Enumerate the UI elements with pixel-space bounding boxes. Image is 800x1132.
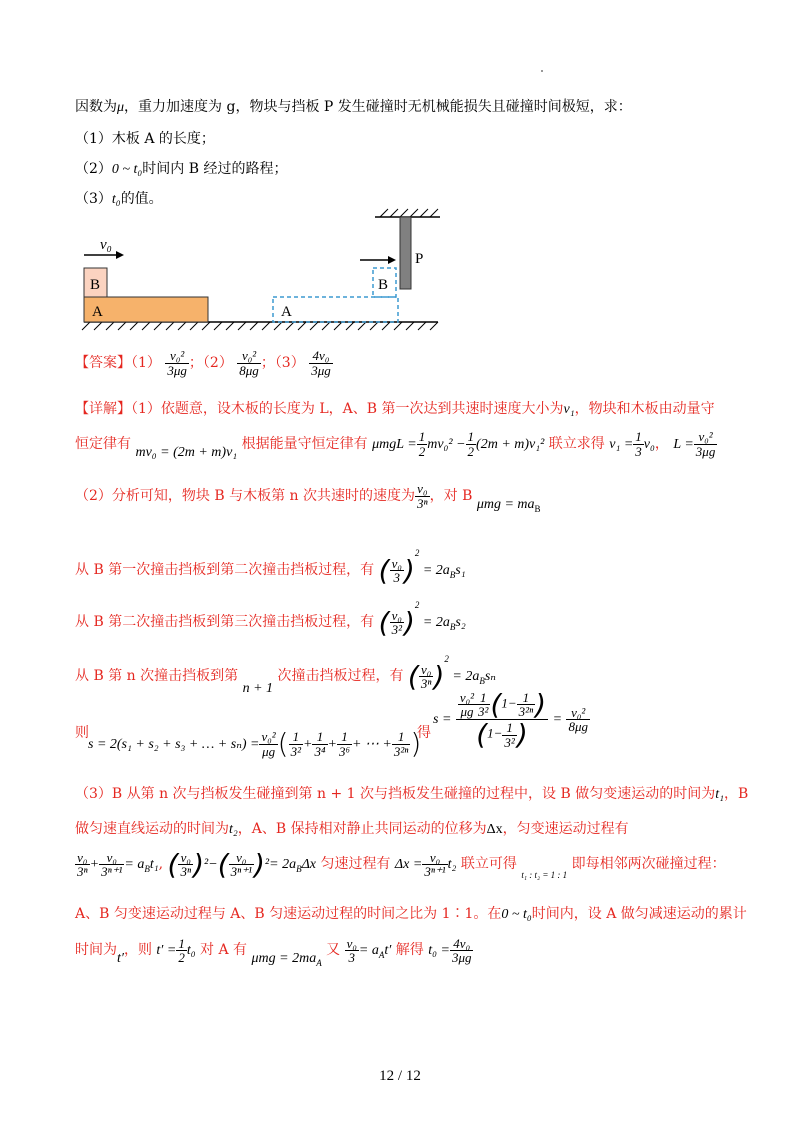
energy-eq-a: μmgL = — [372, 437, 417, 452]
detail-l3-b: ，对 B — [429, 488, 473, 504]
eq-tprime: t′ = $\frac{1}{2}$ t₀ — [156, 935, 196, 966]
detail-l6-a: 从 B 第 n 次撞击挡板到第 — [75, 668, 239, 684]
detail-line-7-b: 得 — [417, 725, 431, 741]
detail-l9-t2: t₂ — [229, 822, 238, 837]
detail-line-2 — [75, 424, 717, 473]
detail-l1: （1）依题意，设木板的长度为 L，A、B 第一次达到共速时速度大小为 — [131, 401, 564, 417]
detail-line-11 — [75, 903, 747, 923]
detail-l11-b: 时间内，设 A 做匀减速运动的累计 — [531, 906, 747, 922]
detail-l10-b: 匀速过程有 — [320, 856, 391, 872]
question-2 — [75, 158, 287, 178]
detail-line-8 — [75, 783, 748, 803]
detail-l4: 从 B 第一次撞击挡板到第二次撞击挡板过程，有 — [75, 562, 375, 578]
energy-eq-b: mv₀² − — [427, 437, 466, 452]
answer-sep2: ； — [260, 355, 275, 371]
a1-den: 3μg — [167, 362, 187, 378]
eq-nth-collision: ( $\frac{\text{v₀}}{\text{3ⁿ}}$ )$^2 = 2a_Bs_n$ — [407, 654, 496, 693]
detail-l2-c: 联立求得 — [548, 436, 605, 452]
eq-second-collision: ( $\frac{\text{v₀}}{\text{3²}}$ )$^2 = 2a_Bs_2$ — [378, 600, 466, 639]
detail-l10-d: 即每相邻两次碰撞过程： — [571, 856, 726, 872]
detail-l12-b: ，则 — [123, 942, 152, 958]
detail-l10-c: 联立可得 — [460, 856, 517, 872]
half-2: $\frac{1}{2}$ — [467, 428, 475, 459]
right-arrow-head — [388, 256, 396, 264]
detail-l11-m: 0 ~ t₀ — [501, 907, 532, 922]
eq-disp: ( $\frac{\text{v₀}}{\text{3ⁿ}}$ )²−( $\frac{\text{v₀}}{\text{3ⁿ⁺¹}}$ )$^2= 2a_B\Delta x$ — [167, 847, 317, 881]
detail-l12-e: 解得 — [395, 942, 424, 958]
intro-prefix: 因数为 — [75, 99, 117, 115]
detail-line-9 — [75, 818, 629, 838]
detail-l2-a: 恒定律有 — [75, 436, 131, 452]
label-b-right: B — [378, 277, 389, 293]
detail-l1-tail: ，物块和木板由动量守 — [574, 401, 715, 417]
detail-l2-d: ， — [654, 436, 669, 452]
q2-math: 0 ~ t₀ — [111, 162, 143, 177]
detail-l12-a: 时间为 — [75, 942, 117, 958]
v1-eq-b: v₀ — [643, 437, 655, 452]
answer-1 — [165, 349, 189, 377]
corner-dot — [541, 70, 543, 72]
answer-p1: （1） — [131, 355, 161, 371]
detail-l6-b: n + 1 — [242, 681, 274, 696]
L-eq: L = — [673, 437, 694, 452]
sum-result: s = $\frac{\text{v₀²}}{\mu g}$ $\frac{1}{\text{3²}}$ (1− $\frac{1}{\text{3²ⁿ}}$ ) (1− $\frac{1}{\text{3²}}$ ) = $\frac{\text{v₀²}}{8\mu g}$ — [433, 688, 588, 752]
answer-3 — [309, 349, 333, 377]
detail-l11-a: A、B 匀变速运动过程与 A、B 匀速运动过程的时间之比为 1∶1。在 — [75, 906, 502, 922]
sum-coef: $\frac{\text{v₀²}}{\mu g}$ — [261, 728, 276, 759]
a2-den: 8μg — [239, 362, 259, 378]
detail-tag: 【详解】 — [75, 401, 131, 417]
answer-tag: 【答案】 — [75, 355, 131, 371]
answer-p2: （2） — [202, 355, 233, 371]
detail-l8: （3）B 从第 n 次与挡板发生碰撞到第 n + 1 次与挡板发生碰撞的过程中，设 B 做匀变速运动的时间为 — [75, 786, 716, 802]
ground-hatch — [82, 322, 438, 330]
third: $\frac{1}{3}$ — [635, 428, 642, 459]
eq-ratio: t₁ : t₂ = 1 : 1 — [521, 870, 568, 880]
detail-l8-tail: ，B — [723, 786, 749, 802]
detail-l8-t1: t₁ — [715, 787, 724, 802]
sum-final: $\frac{\text{v₀²}}{8\mu g}$ — [568, 704, 588, 735]
sum-big-frac: $\frac{\text{v₀²}}{\mu g}$ $\frac{1}{\text{3²}}$ (1− $\frac{1}{\text{3²ⁿ}}$ ) (1− $\frac{1}{\text{3²}}$ ) — [456, 690, 548, 750]
detail-l2-b: 根据能量守恒定律有 — [241, 436, 368, 452]
detail-line-10: $\frac{\text{v₀}}{\text{3ⁿ}}$ + $\frac{\text{v₀}}{\text{3ⁿ⁺¹}}$ = $a_Bt_1$, ( $\frac{\text{v₀}}{\text{3ⁿ}}$ )²−( $\frac{\text{v₀}}{\text{3ⁿ⁺¹}}$ )$^2= 2a_B\Delta x$ 匀速过程有 Δx = $\frac{\text{v₀}}{\text{3ⁿ⁺¹}}$ t₂ 联立可得 $_{t_1 : t_2 = 1 : 1}$ 即每相邻两次碰撞过程： — [77, 847, 726, 881]
detail-line-1 — [75, 398, 715, 418]
intro-suffix: ，重力加速度为 g，物块与挡板 P 发生碰撞时无机械能损失且碰撞时间极短，求： — [124, 99, 632, 115]
answer-2 — [237, 349, 261, 377]
ceiling-hatch — [380, 209, 438, 217]
q3-math: t₀ — [111, 192, 121, 207]
eq-a-velocity: $\frac{\text{v₀}}{3}$ = $a_At'$ — [346, 935, 392, 966]
L-frac: $\frac{\text{v₀²}}{3\mu g}$ — [695, 428, 716, 459]
detail-l6-c: 次撞击挡板过程，有 — [277, 668, 404, 684]
detail-l3-a: （2）分析可知，物块 B 与木板第 n 次共速时的速度为 — [75, 488, 416, 504]
detail-line-7-label: 则 — [75, 725, 89, 741]
baffle-p — [400, 217, 411, 289]
answer-sep1: ； — [188, 355, 203, 371]
page-number: 12 / 12 — [379, 1068, 421, 1084]
intro-mu: μ — [117, 100, 125, 115]
detail-l9-a: 做匀速直线运动的时间为 — [75, 821, 229, 837]
a3-num: 4v₀ — [309, 349, 333, 364]
a3-den: 3μg — [311, 362, 331, 378]
detail-l9-dx: Δx — [486, 822, 503, 837]
momentum-eq: mv₀ = (2m + m)v₁ — [135, 445, 238, 460]
v0-over-3n: $\frac{\text{v₀}}{\text{3ⁿ}}$ — [417, 480, 428, 511]
answer-line — [75, 345, 333, 381]
label-p: P — [415, 251, 424, 267]
detail-l1-v1: v₁ — [563, 402, 575, 417]
eq-t0: t₀ = $\frac{\text{4v₀}}{3\mu g}$ — [428, 935, 472, 966]
detail-l12-t: t′ — [117, 951, 124, 966]
detail-line-3 — [75, 478, 541, 527]
v0-arrow-head — [116, 251, 124, 259]
v0-label: v₀ — [100, 237, 112, 253]
physics-figure — [70, 205, 450, 335]
label-a-left: A — [92, 304, 103, 320]
detail-l12-c: 对 A 有 — [200, 942, 248, 958]
q3-prefix: （3） — [75, 191, 112, 207]
v1-eq: v₁ = — [609, 437, 634, 452]
detail-l5: 从 B 第二次撞击挡板到第三次撞击挡板过程，有 — [75, 614, 375, 630]
sum-eq-a: s = 2(s₁ + s₂ + s₃ + … + sₙ) = — [88, 737, 260, 752]
question-1: （1）木板 A 的长度； — [75, 131, 215, 147]
eq-uniform: Δx = $\frac{\text{v₀}}{\text{3ⁿ⁺¹}}$ t₂ — [394, 849, 457, 880]
eq-a-force: $\mu mg = 2ma_A$ — [251, 951, 322, 968]
detail-l12-d: 又 — [326, 942, 341, 958]
sum-equation: s = 2(s₁ + s₂ + s₃ + … + sₙ) = $\frac{\text{v₀²}}{\mu g}$ ( $\frac{1}{\text{3²}}$ + $\frac{1}{\text{3⁴}}$ + $\frac{1}{\text{3⁶}}$ + ⋯ + $\frac{1}{\text{3²ⁿ}}$ ) — [88, 727, 422, 760]
q3-suffix: 的值。 — [120, 191, 163, 207]
label-a-right: A — [281, 304, 292, 320]
answer-p3: （3） — [274, 355, 305, 371]
q2-suffix: 时间内 B 经过的路程； — [142, 161, 288, 177]
eq-first-collision: ( $\frac{\text{v₀}}{3}$ )$^2 = 2a_Bs_1$ — [378, 548, 466, 587]
sum-result-s: s = — [433, 711, 452, 727]
friction-eq: $\mu mg = ma_B$ — [476, 497, 541, 514]
detail-l9-c: ，匀变速运动过程有 — [502, 821, 629, 837]
q2-prefix: （2） — [75, 161, 112, 177]
half-1: $\frac{1}{2}$ — [418, 428, 426, 459]
eq-accel: $\frac{\text{v₀}}{\text{3ⁿ}}$ + $\frac{\text{v₀}}{\text{3ⁿ⁺¹}}$ = $a_Bt_1$ — [77, 849, 159, 880]
intro-line — [75, 96, 632, 116]
label-b-left: B — [90, 277, 101, 293]
a2-num: v₀² — [237, 349, 261, 364]
detail-line-12 — [75, 928, 473, 985]
energy-eq-c: (2m + m)v₁² — [476, 437, 545, 452]
a1-num: v₀² — [165, 349, 189, 364]
detail-l9-b: ，A、B 保持相对静止共同运动的位移为 — [237, 821, 487, 837]
